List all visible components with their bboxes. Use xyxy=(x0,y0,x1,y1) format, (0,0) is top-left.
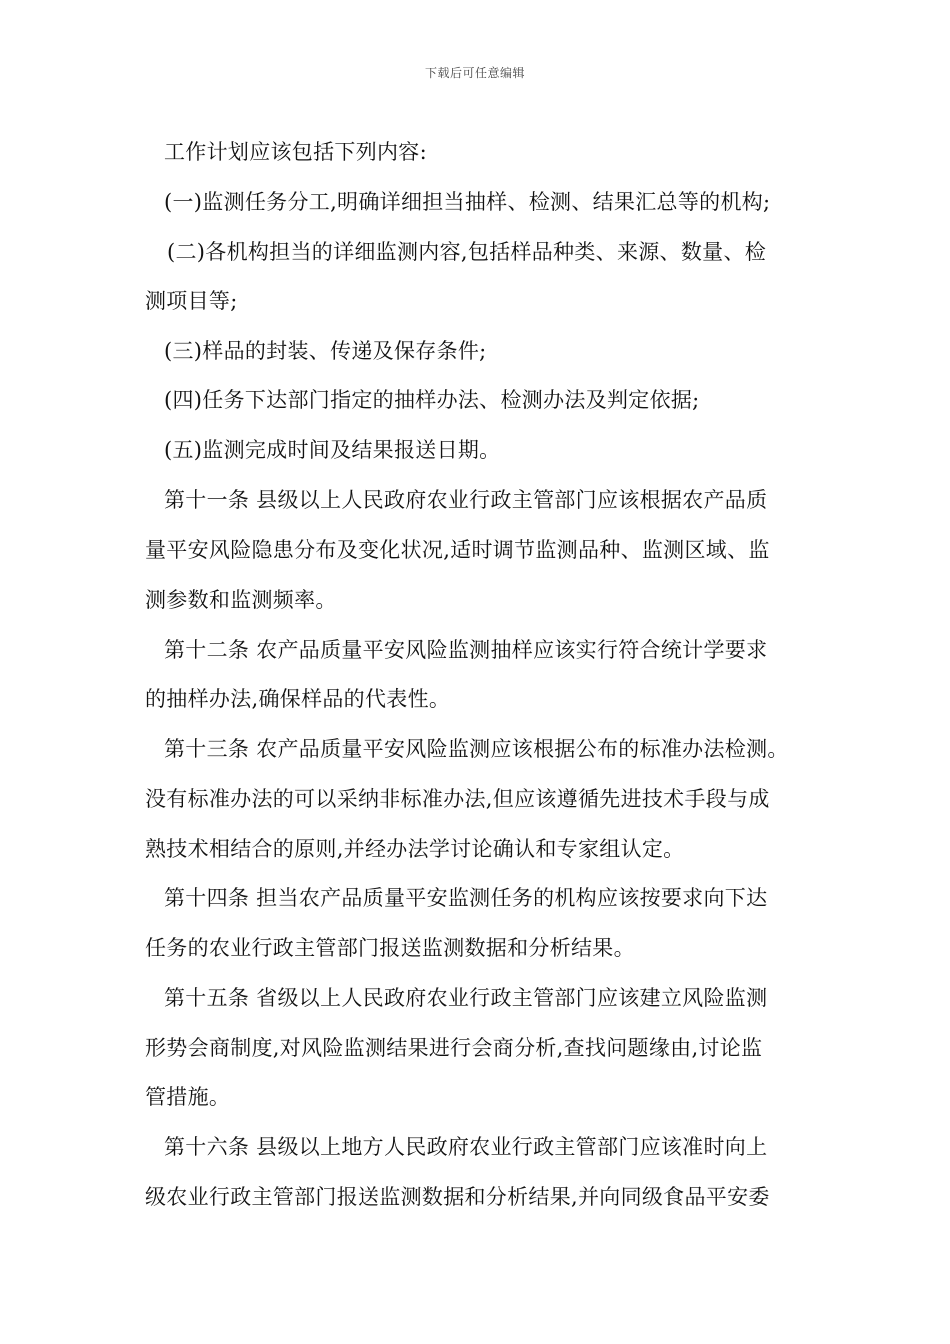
text-line: 的抽样办法,确保样品的代表性。 xyxy=(145,687,451,711)
text-line: (一)监测任务分工,明确详细担当抽样、检测、结果汇总等的机构; xyxy=(164,190,771,214)
text-line: (二)各机构担当的详细监测内容,包括样品种类、来源、数量、检 xyxy=(167,240,767,264)
text-line: (五)监测完成时间及结果报送日期。 xyxy=(164,438,501,462)
text-line: 第十六条 县级以上地方人民政府农业行政主管部门应该准时向上 xyxy=(164,1135,768,1159)
text-line: 任务的农业行政主管部门报送监测数据和分析结果。 xyxy=(145,936,635,960)
text-line: 没有标准办法的可以采纳非标准办法,但应该遵循先进技术手段与成 xyxy=(145,787,770,811)
text-line: 第十一条 县级以上人民政府农业行政主管部门应该根据农产品质 xyxy=(164,488,768,512)
text-line: 测参数和监测频率。 xyxy=(145,588,337,612)
text-line: 第十三条 农产品质量平安风险监测应该根据公布的标准办法检测。 xyxy=(164,737,789,761)
text-line: 第十四条 担当农产品质量平安监测任务的机构应该按要求向下达 xyxy=(164,886,768,910)
text-line: 形势会商制度,对风险监测结果进行会商分析,查找问题缘由,讨论监 xyxy=(145,1036,763,1060)
page-header: 下载后可任意编辑 xyxy=(424,66,525,80)
text-line: 第十五条 省级以上人民政府农业行政主管部门应该建立风险监测 xyxy=(164,986,768,1010)
text-line: 测项目等; xyxy=(145,289,238,313)
text-line: 管措施。 xyxy=(145,1085,231,1109)
text-line: 第十二条 农产品质量平安风险监测抽样应该实行符合统计学要求 xyxy=(164,638,768,662)
text-line: 熟技术相结合的原则,并经办法学讨论确认和专家组认定。 xyxy=(145,837,685,861)
text-line: 级农业行政主管部门报送监测数据和分析结果,并向同级食品平安委 xyxy=(145,1185,770,1209)
text-line: 量平安风险隐患分布及变化状况,适时调节监测品种、监测区域、监 xyxy=(145,538,770,562)
text-line: (四)任务下达部门指定的抽样办法、检测办法及判定依据; xyxy=(164,388,700,412)
text-line: 工作计划应该包括下列内容: xyxy=(164,140,427,164)
text-line: (三)样品的封装、传递及保存条件; xyxy=(164,339,487,363)
